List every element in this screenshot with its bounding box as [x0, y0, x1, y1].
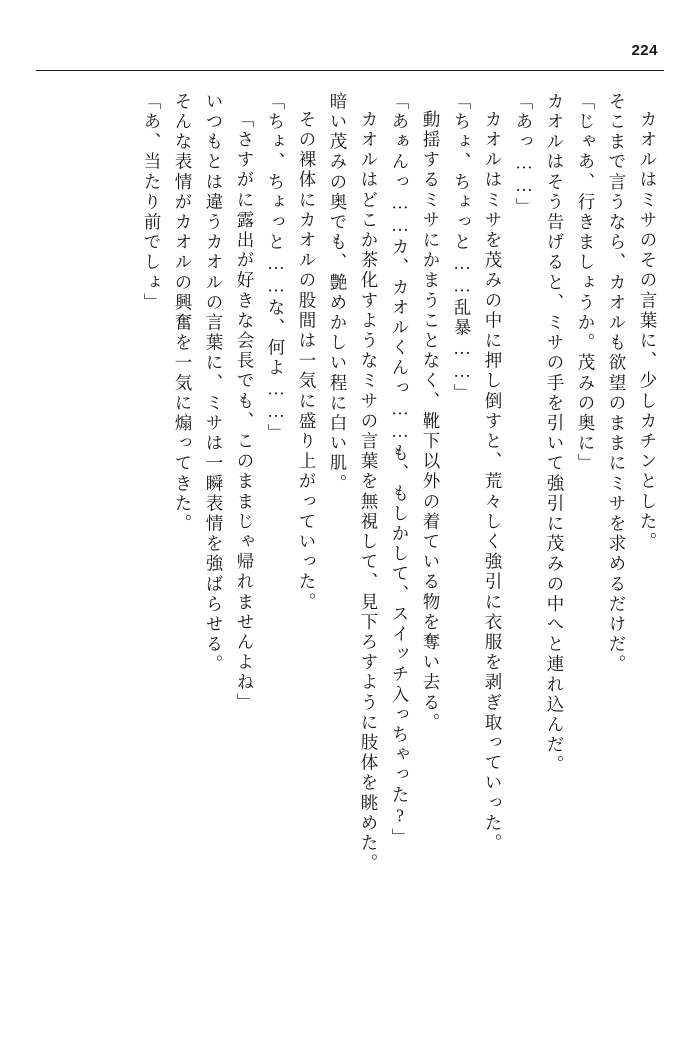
page-number: 224 — [631, 42, 658, 59]
vertical-text-block — [52, 92, 656, 972]
text-line: カオルはどこか茶化すようなミサの言葉を無視して、見下ろすように肢体を眺めた。 — [359, 110, 379, 874]
text-line: カオルはミサのその言葉に、少しカチンとした。 — [638, 110, 658, 553]
header-rule — [36, 70, 664, 71]
text-line: 「ちょ、ちょっと……乱暴……」 — [452, 92, 472, 404]
text-line: 暗い茂みの奥でも、艶めかしい程に白い肌。 — [328, 92, 348, 494]
text-line: カオルはそう告げると、ミサの手を引いて強引に茂みの中へと連れ込んだ。 — [545, 92, 565, 776]
text-line: 「あ、当たり前でしょ」 — [142, 92, 162, 314]
text-line: その裸体にカオルの股間は一気に盛り上がっていった。 — [297, 110, 317, 613]
text-line: 動揺するミサにかまうことなく、靴下以外の着ている物を奪い去る。 — [421, 110, 441, 734]
text-line: 「じゃあ、行きましょうか。茂みの奥に」 — [576, 92, 596, 474]
text-line: 「ちょ、ちょっと……な、何よ……」 — [266, 92, 286, 444]
text-line: 「あぁんっ……カ、カオルくんっ……も、もしかして、スイッチ入っちゃった?」 — [390, 92, 410, 849]
text-line: 「あっ……」 — [514, 92, 534, 218]
text-line: そこまで言うなら、カオルも欲望のままにミサを求めるだけだ。 — [607, 92, 627, 675]
text-line: いつもとは違うカオルの言葉に、ミサは一瞬表情を強ばらせる。 — [204, 92, 224, 675]
text-line: 「さすがに露出が好きな会長でも、このままじゃ帰れませんよね」 — [235, 110, 255, 713]
text-line: そんな表情がカオルの興奮を一気に煽ってきた。 — [173, 92, 193, 535]
text-line: カオルはミサを茂みの中に押し倒すと、荒々しく強引に衣服を剥ぎ取っていった。 — [483, 110, 503, 854]
